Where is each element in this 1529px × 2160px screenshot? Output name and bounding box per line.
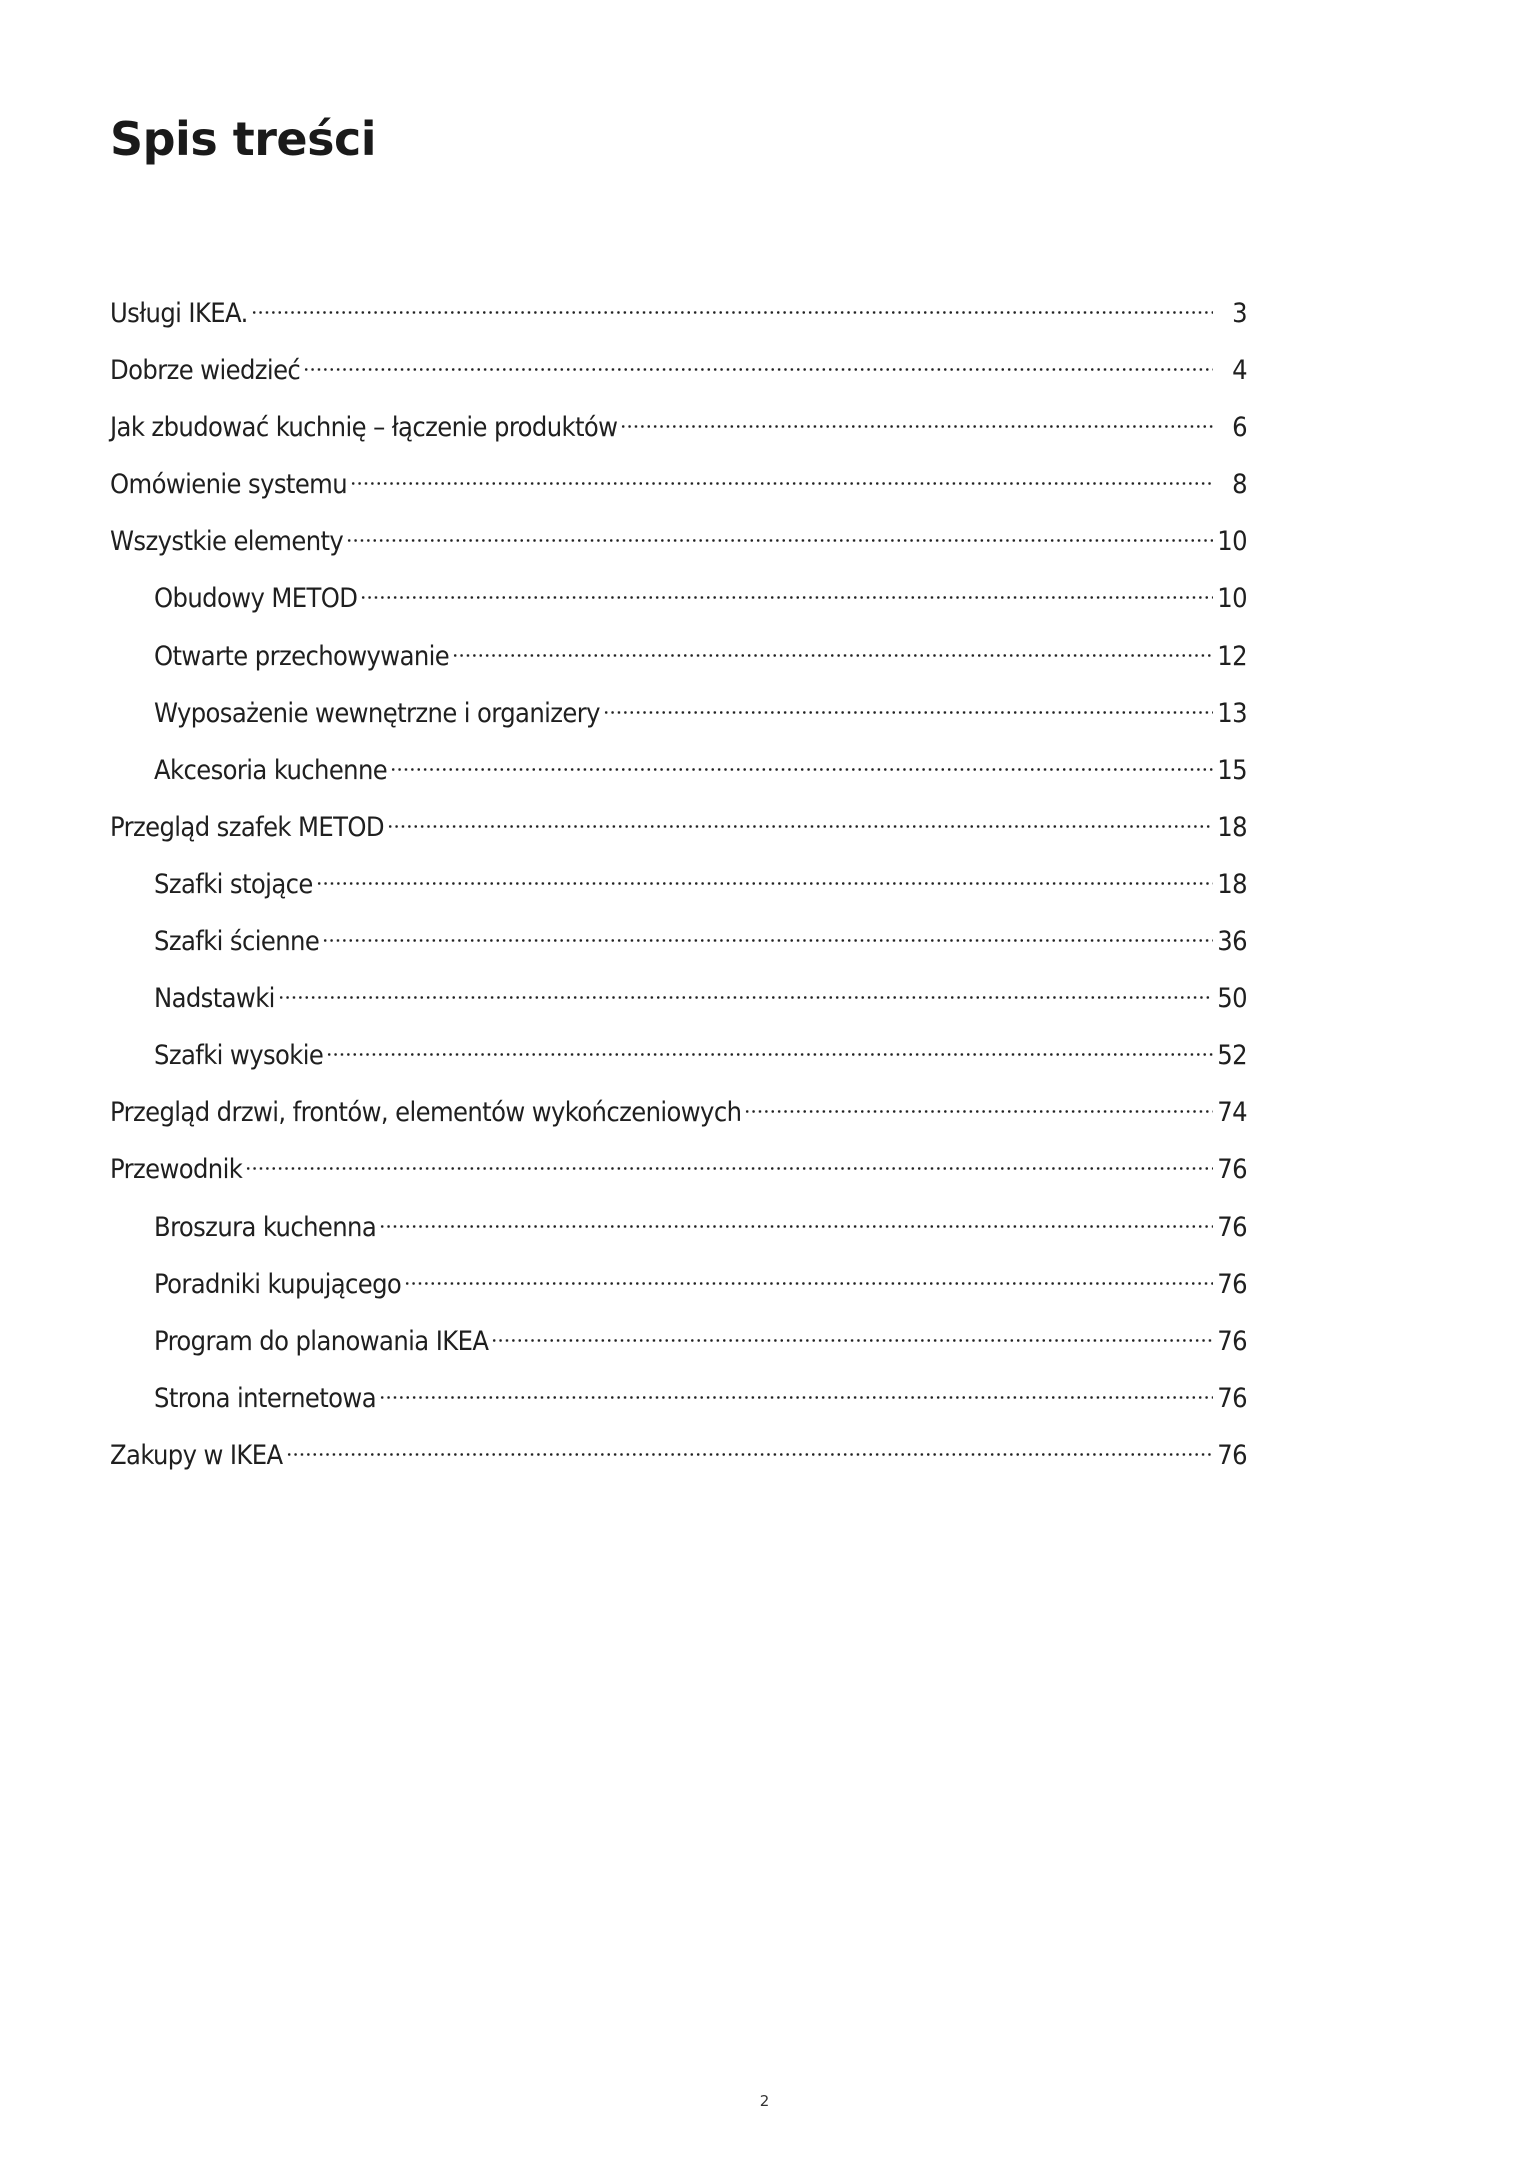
toc-entry-label: Wszystkie elementy — [110, 526, 344, 558]
toc-entry-label: Szafki stojące — [154, 868, 313, 900]
toc-entry-label: Program do planowania IKEA — [154, 1325, 489, 1357]
toc-subentry[interactable] — [110, 967, 1247, 1024]
toc-entry-label: Przewodnik — [110, 1154, 243, 1186]
toc-entry-page: 18 — [1217, 811, 1247, 843]
toc-entry-label: Dobrze wiedzieć — [110, 355, 301, 387]
toc-entry[interactable] — [110, 1138, 1247, 1195]
dot-leader — [316, 853, 1213, 893]
toc-entry-page: 15 — [1217, 754, 1247, 786]
toc-entry-page: 52 — [1217, 1040, 1247, 1072]
toc-subentry[interactable] — [110, 910, 1247, 967]
toc-entry-label: Przegląd szafek METOD — [110, 811, 384, 843]
toc-entry-page: 6 — [1232, 412, 1247, 444]
page-title: Spis treści — [110, 112, 377, 166]
dot-leader — [387, 796, 1213, 836]
dot-leader — [286, 1424, 1214, 1464]
dot-leader — [303, 339, 1213, 379]
toc-subentry[interactable] — [110, 853, 1247, 910]
toc-entry-page: 8 — [1232, 469, 1247, 501]
toc-entry-page: 4 — [1232, 355, 1247, 387]
toc-entry-page: 76 — [1217, 1325, 1247, 1357]
toc-subentry[interactable] — [110, 625, 1247, 682]
dot-leader — [379, 1196, 1213, 1236]
toc-entry-page: 12 — [1217, 640, 1247, 672]
toc-entry-label: Akcesoria kuchenne — [154, 754, 388, 786]
toc-entry[interactable] — [110, 396, 1247, 453]
toc-subentry[interactable] — [110, 1024, 1247, 1081]
toc-entry-label: Szafki ścienne — [154, 926, 320, 958]
toc-entry-label: Omówienie systemu — [110, 469, 348, 501]
toc-entry-page: 36 — [1217, 926, 1247, 958]
toc-entry[interactable] — [110, 1424, 1247, 1481]
toc-entry-label: Otwarte przechowywanie — [154, 640, 450, 672]
dot-leader — [620, 396, 1213, 436]
dot-leader — [245, 1138, 1213, 1178]
toc-entry-label: Broszura kuchenna — [154, 1211, 377, 1243]
toc-entry-label: Obudowy METOD — [154, 583, 358, 615]
toc-entry-page: 50 — [1217, 983, 1247, 1015]
toc-entry-page: 10 — [1217, 583, 1247, 615]
dot-leader — [360, 567, 1213, 607]
dot-leader — [326, 1024, 1213, 1064]
toc-entry-label: Wyposażenie wewnętrzne i organizery — [154, 697, 600, 729]
toc-entry-page: 3 — [1232, 298, 1247, 329]
page-number: 2 — [759, 2092, 770, 2110]
dot-leader — [350, 453, 1213, 493]
toc-entry-label: Nadstawki — [154, 983, 275, 1015]
dot-leader — [278, 967, 1213, 1007]
toc-subentry[interactable] — [110, 739, 1247, 796]
toc-subentry[interactable] — [110, 1367, 1247, 1424]
toc-entry-page: 76 — [1217, 1154, 1247, 1186]
toc-entry-label: Przegląd drzwi, frontów, elementów wykończeniowych — [110, 1097, 742, 1129]
toc-entry-page: 76 — [1217, 1211, 1247, 1243]
dot-leader — [491, 1310, 1213, 1350]
toc-entry-label: Strona internetowa — [154, 1382, 376, 1414]
table-of-contents — [110, 282, 1247, 1481]
toc-entry-label: Jak zbudować kuchnię – łączenie produktów — [110, 412, 618, 444]
toc-subentry[interactable] — [110, 682, 1247, 739]
toc-entry[interactable] — [110, 339, 1247, 396]
toc-subentry[interactable] — [110, 567, 1247, 624]
toc-entry-page: 18 — [1217, 868, 1247, 900]
toc-entry-page: 10 — [1217, 526, 1247, 558]
toc-entry-label: Szafki wysokie — [154, 1040, 324, 1072]
toc-entry[interactable] — [110, 796, 1247, 853]
dot-leader — [379, 1367, 1213, 1407]
toc-subentry[interactable] — [110, 1196, 1247, 1253]
toc-entry-label: Zakupy w IKEA — [110, 1439, 283, 1471]
dot-leader — [404, 1253, 1213, 1293]
toc-entry-label: Usługi IKEA. — [110, 298, 248, 329]
toc-entry[interactable] — [110, 282, 1247, 339]
toc-entry[interactable] — [110, 453, 1247, 510]
dot-leader — [744, 1081, 1213, 1121]
toc-entry-page: 76 — [1217, 1382, 1247, 1414]
toc-entry-page: 74 — [1217, 1097, 1247, 1129]
toc-entry[interactable] — [110, 510, 1247, 567]
toc-entry[interactable] — [110, 1081, 1247, 1138]
dot-leader — [322, 910, 1213, 950]
toc-entry-label: Poradniki kupującego — [154, 1268, 402, 1300]
dot-leader — [346, 510, 1213, 550]
toc-subentry[interactable] — [110, 1310, 1247, 1367]
toc-entry-page: 76 — [1217, 1439, 1247, 1471]
toc-entry-page: 76 — [1217, 1268, 1247, 1300]
dot-leader — [452, 625, 1213, 665]
toc-subentry[interactable] — [110, 1253, 1247, 1310]
dot-leader — [390, 739, 1213, 779]
toc-entry-page: 13 — [1217, 697, 1247, 729]
dot-leader — [251, 282, 1213, 322]
dot-leader — [603, 682, 1213, 722]
